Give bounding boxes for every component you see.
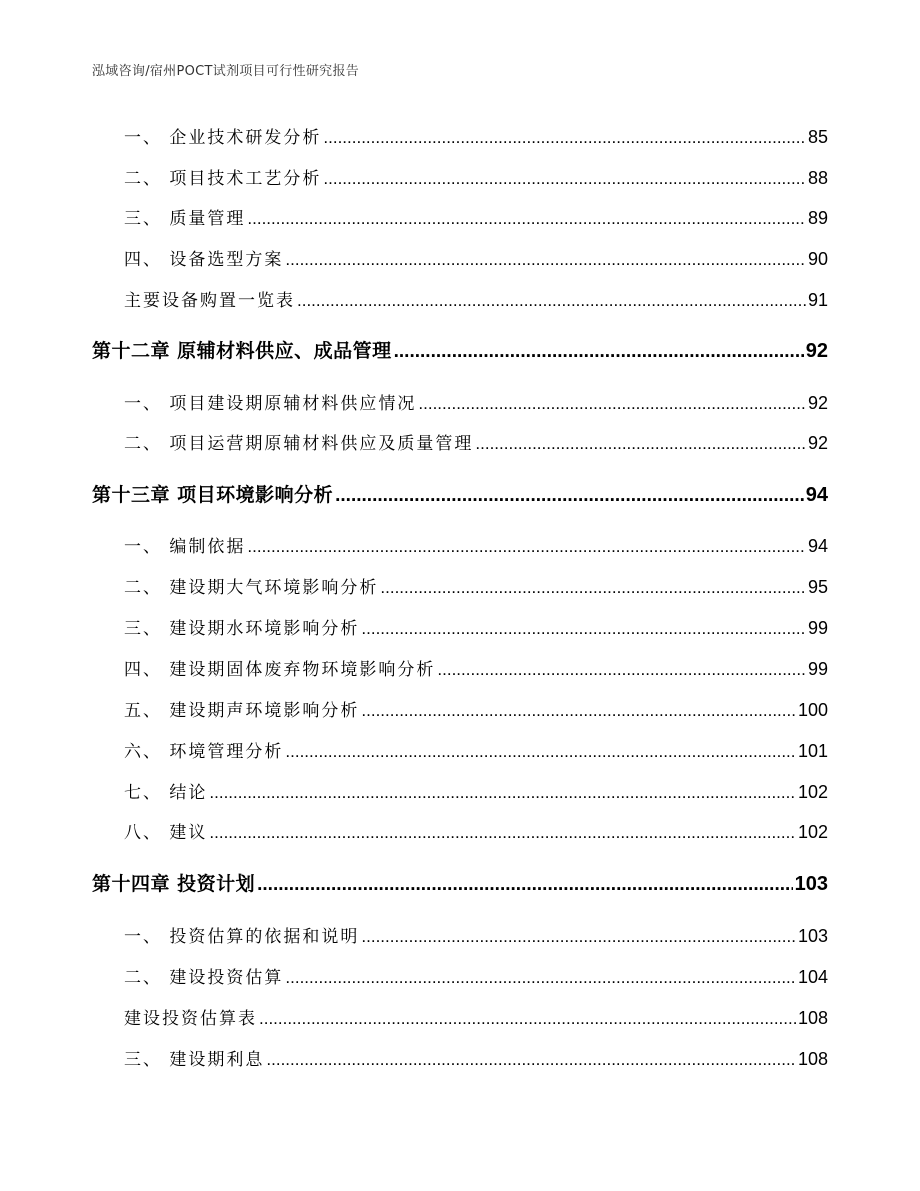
toc-dot-leader [285,250,806,270]
toc-dot-leader [335,485,804,507]
toc-entry-page: 94 [807,536,828,556]
toc-entry[interactable] [124,245,828,270]
toc-entry-page: 101 [797,741,828,761]
toc-entry-label: 二、 建设期大气环境影响分析 [124,578,379,598]
toc-entry-label: 一、 项目建设期原辅材料供应情况 [124,394,417,414]
toc-dot-leader [259,1009,796,1029]
toc-entry-page: 99 [807,659,828,679]
toc-dot-leader [437,660,806,680]
toc-entry-label: 主要设备购置一览表 [124,291,295,311]
toc-entry-label: 五、 建设期声环境影响分析 [124,701,360,721]
toc-entry-page: 92 [807,433,828,453]
toc-entry-label: 七、 结论 [124,783,208,803]
toc-entry-label: 二、 建设投资估算 [124,968,284,988]
toc-entry-page: 88 [807,168,828,188]
toc-entry-label: 二、 项目技术工艺分析 [124,169,322,189]
toc-entry[interactable] [124,737,828,762]
toc-entry-page: 103 [797,926,828,946]
toc-entry-page: 108 [797,1008,828,1028]
toc-dot-leader [361,701,796,721]
toc-dot-leader [475,434,806,454]
toc-entry[interactable] [124,963,828,988]
toc-entry-label: 一、 企业技术研发分析 [124,128,322,148]
header-rule [92,87,828,88]
toc-entry[interactable] [124,389,828,414]
toc-entry-page: 108 [797,1049,828,1069]
toc-entry-label: 六、 环境管理分析 [124,742,284,762]
toc-chapter-entry[interactable] [92,480,828,507]
toc-entry-page: 85 [807,127,828,147]
toc-chapter-label: 第十二章 原辅材料供应、成品管理 [92,340,392,362]
toc-entry-page: 102 [797,782,828,802]
toc-dot-leader [285,968,796,988]
toc-entry-page: 104 [797,967,828,987]
toc-entry-page: 102 [797,822,828,842]
toc-chapter-page: 103 [794,873,828,895]
page-header: 泓域咨询/宿州POCT试剂项目可行性研究报告 [92,64,360,79]
toc-entry[interactable] [124,123,828,148]
toc-entry-label: 一、 投资估算的依据和说明 [124,927,360,947]
toc-entry[interactable] [124,286,828,311]
toc-chapter-entry[interactable] [92,336,828,363]
toc-entry[interactable] [124,573,828,598]
toc-dot-leader [209,783,796,803]
toc-entry-page: 90 [807,249,828,269]
toc-entry[interactable] [124,922,828,947]
toc-dot-leader [257,874,793,896]
toc-dot-leader [361,619,806,639]
toc-dot-leader [209,823,796,843]
toc-entry[interactable] [124,818,828,843]
toc-entry-label: 一、 编制依据 [124,537,246,557]
toc-entry-label: 三、 建设期水环境影响分析 [124,619,360,639]
toc-entry-label: 三、 建设期利息 [124,1050,265,1070]
toc-entry-label: 八、 建议 [124,823,208,843]
toc-entry-page: 100 [797,700,828,720]
toc-chapter-label: 第十三章 项目环境影响分析 [92,484,334,506]
toc-chapter-page: 94 [805,484,828,506]
toc-dot-leader [247,209,806,229]
toc-entry-label: 四、 建设期固体废弃物环境影响分析 [124,660,436,680]
toc-chapter-page: 92 [805,340,828,362]
toc-entry-page: 95 [807,577,828,597]
toc-dot-leader [380,578,806,598]
toc-entry-label: 四、 设备选型方案 [124,250,284,270]
toc-dot-leader [297,291,806,311]
toc-entry-page: 89 [807,208,828,228]
toc-entry-label: 三、 质量管理 [124,209,246,229]
toc-dot-leader [361,927,796,947]
toc-dot-leader [247,537,806,557]
toc-entry-label: 建设投资估算表 [124,1009,257,1029]
toc-dot-leader [323,169,806,189]
toc-entry[interactable] [124,532,828,557]
toc-entry-page: 91 [807,290,828,310]
toc-chapter-label: 第十四章 投资计划 [92,873,256,895]
toc-entry[interactable] [124,1004,828,1029]
toc-entry[interactable] [124,655,828,680]
toc-entry[interactable] [124,164,828,189]
toc-entry[interactable] [124,778,828,803]
toc-entry-page: 92 [807,393,828,413]
toc-dot-leader [285,742,796,762]
toc-entry[interactable] [124,204,828,229]
toc-entry[interactable] [124,696,828,721]
toc-dot-leader [418,394,806,414]
toc-dot-leader [323,128,806,148]
toc-entry-page: 99 [807,618,828,638]
toc-entry[interactable] [124,1045,828,1070]
toc-entry-label: 二、 项目运营期原辅材料供应及质量管理 [124,434,474,454]
toc-dot-leader [394,341,804,363]
toc-entry[interactable] [124,614,828,639]
toc-chapter-entry[interactable] [92,869,828,896]
toc-entry[interactable] [124,429,828,454]
toc-dot-leader [266,1050,796,1070]
